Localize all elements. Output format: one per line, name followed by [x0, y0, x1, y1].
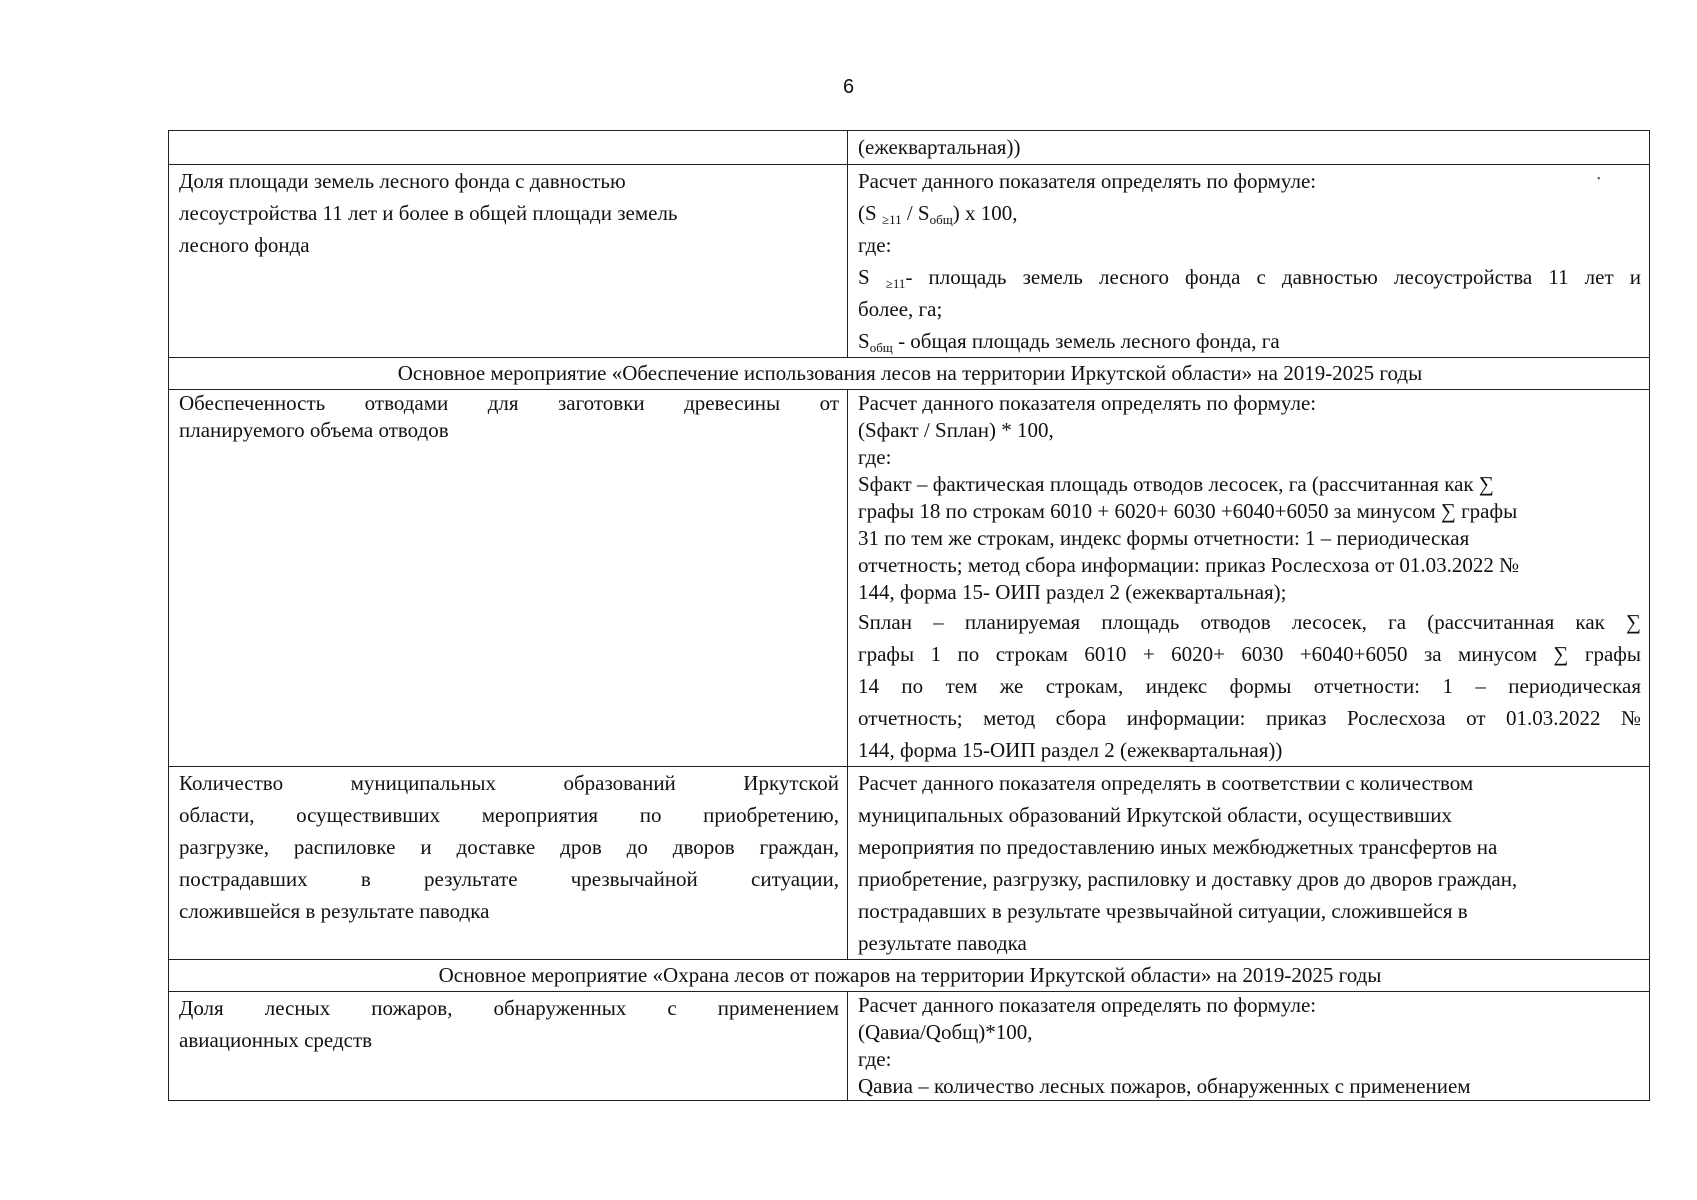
page-number: 6 — [842, 76, 855, 98]
table-row — [169, 767, 1650, 960]
left-line: лесного фонда — [179, 233, 310, 257]
table-row — [169, 390, 1650, 767]
row0-right-cell — [848, 131, 1650, 165]
left-line: Доля лесных пожаров, обнаруженных с применением — [179, 996, 839, 1020]
formula-part: ) х 100, — [952, 201, 1018, 225]
definition-subscript: ≥11 — [885, 276, 906, 291]
right-line: 144, форма 15- ОИП раздел 2 (ежеквартальная); — [858, 580, 1287, 604]
table-row — [169, 165, 1650, 358]
row0-left-cell — [169, 131, 848, 165]
section-row — [169, 960, 1650, 992]
row4-left-cell — [169, 992, 848, 1101]
row1-left-cell — [169, 165, 848, 358]
right-line: Sплан – планируемая площадь отводов лесосек, га (рассчитанная как ∑ — [858, 610, 1641, 634]
right-line: приобретение, разгрузку, распиловку и доставку дров до дворов граждан, — [858, 867, 1518, 891]
table-row — [169, 131, 1650, 165]
right-line: где: — [858, 445, 892, 469]
left-line: Обеспеченность отводами для заготовки древесины от — [179, 391, 839, 415]
formula — [858, 197, 1641, 229]
definition-line — [858, 261, 1641, 293]
right-line: пострадавших в результате чрезвычайной ситуации, сложившейся в — [858, 899, 1468, 923]
left-line: лесоустройства 11 лет и более в общей площади земель — [179, 201, 678, 225]
right-line: муниципальных образований Иркутской области, осуществивших — [858, 803, 1452, 827]
formula-subscript: ≥11 — [881, 212, 902, 227]
right-line: Sфакт – фактическая площадь отводов лесосек, га (рассчитанная как ∑ — [858, 472, 1494, 496]
scan-speck: • — [1597, 174, 1601, 185]
section-heading: Основное мероприятие «Обеспечение использования лесов на территории Иркутской области» на 2019-2025 годы — [169, 358, 1650, 390]
right-line: (Qавиа/Qобщ)*100, — [858, 1020, 1033, 1044]
right-line: Расчет данного показателя определять по формуле: — [858, 391, 1317, 415]
right-line: графы 1 по строкам 6010 + 6020+ 6030 +6040+6050 за минусом ∑ графы — [858, 642, 1641, 666]
indicators-table — [168, 130, 1650, 1101]
row1-right-cell — [848, 165, 1650, 358]
right-line: 31 по тем же строкам, индекс формы отчетности: 1 – периодическая — [858, 526, 1470, 550]
formula-part: / S — [901, 201, 930, 225]
formula-part: (S — [858, 201, 882, 225]
left-line: планируемого объема отводов — [179, 418, 449, 442]
left-line: пострадавших в результате чрезвычайной ситуации, — [179, 867, 839, 891]
definition-subscript: общ — [869, 340, 893, 355]
where-label: где: — [858, 233, 892, 257]
formula-subscript: общ — [929, 212, 953, 227]
formula-intro: Расчет данного показателя определять по формуле: — [858, 169, 1317, 193]
right-line: 144, форма 15-ОИП раздел 2 (ежеквартальная)) — [858, 738, 1283, 762]
definition-line — [858, 325, 1641, 357]
right-line: Расчет данного показателя определять по формуле: — [858, 993, 1317, 1017]
left-line: авиационных средств — [179, 1028, 373, 1052]
right-line: Расчет данного показателя определять в соответствии с количеством — [858, 771, 1474, 795]
right-line: отчетность; метод сбора информации: приказ Рослесхоза от 01.03.2022 № — [858, 553, 1520, 577]
right-line: где: — [858, 1047, 892, 1071]
right-line: (Sфакт / Sплан) * 100, — [858, 418, 1054, 442]
row3-right-cell — [848, 767, 1650, 960]
right-line: Qавиа – количество лесных пожаров, обнаруженных с применением — [858, 1074, 1471, 1098]
row2-left-cell — [169, 390, 848, 767]
right-line: результате паводка — [858, 931, 1027, 955]
left-line: сложившейся в результате паводка — [179, 899, 490, 923]
definition-text: - общая площадь земель лесного фонда, га — [892, 329, 1280, 353]
definition-text: - площадь земель лесного фонда с давностью лесоустройства 11 лет и — [905, 265, 1641, 289]
right-line: (ежеквартальная)) — [858, 135, 1021, 159]
right-line: 14 по тем же строкам, индекс формы отчетности: 1 – периодическая — [858, 674, 1641, 698]
row2-right-cell — [848, 390, 1650, 767]
section-heading: Основное мероприятие «Охрана лесов от пожаров на территории Иркутской области» на 2019-2025 годы — [169, 960, 1650, 992]
definition-line: более, га; — [858, 297, 943, 321]
right-line: отчетность; метод сбора информации: приказ Рослесхоза от 01.03.2022 № — [858, 706, 1641, 730]
table-row — [169, 992, 1650, 1101]
right-line: мероприятия по предоставлению иных межбюджетных трансфертов на — [858, 835, 1498, 859]
right-line: графы 18 по строкам 6010 + 6020+ 6030 +6040+6050 за минусом ∑ графы — [858, 499, 1518, 523]
definition-symbol: S — [858, 329, 870, 353]
row3-left-cell — [169, 767, 848, 960]
left-line: области, осуществивших мероприятия по приобретению, — [179, 803, 839, 827]
left-line: разгрузке, распиловке и доставке дров до дворов граждан, — [179, 835, 839, 859]
left-line: Количество муниципальных образований Иркутской — [179, 771, 839, 795]
definition-symbol: S — [858, 265, 886, 289]
row4-right-cell — [848, 992, 1650, 1101]
left-line: Доля площади земель лесного фонда с давностью — [179, 169, 626, 193]
section-row — [169, 358, 1650, 390]
